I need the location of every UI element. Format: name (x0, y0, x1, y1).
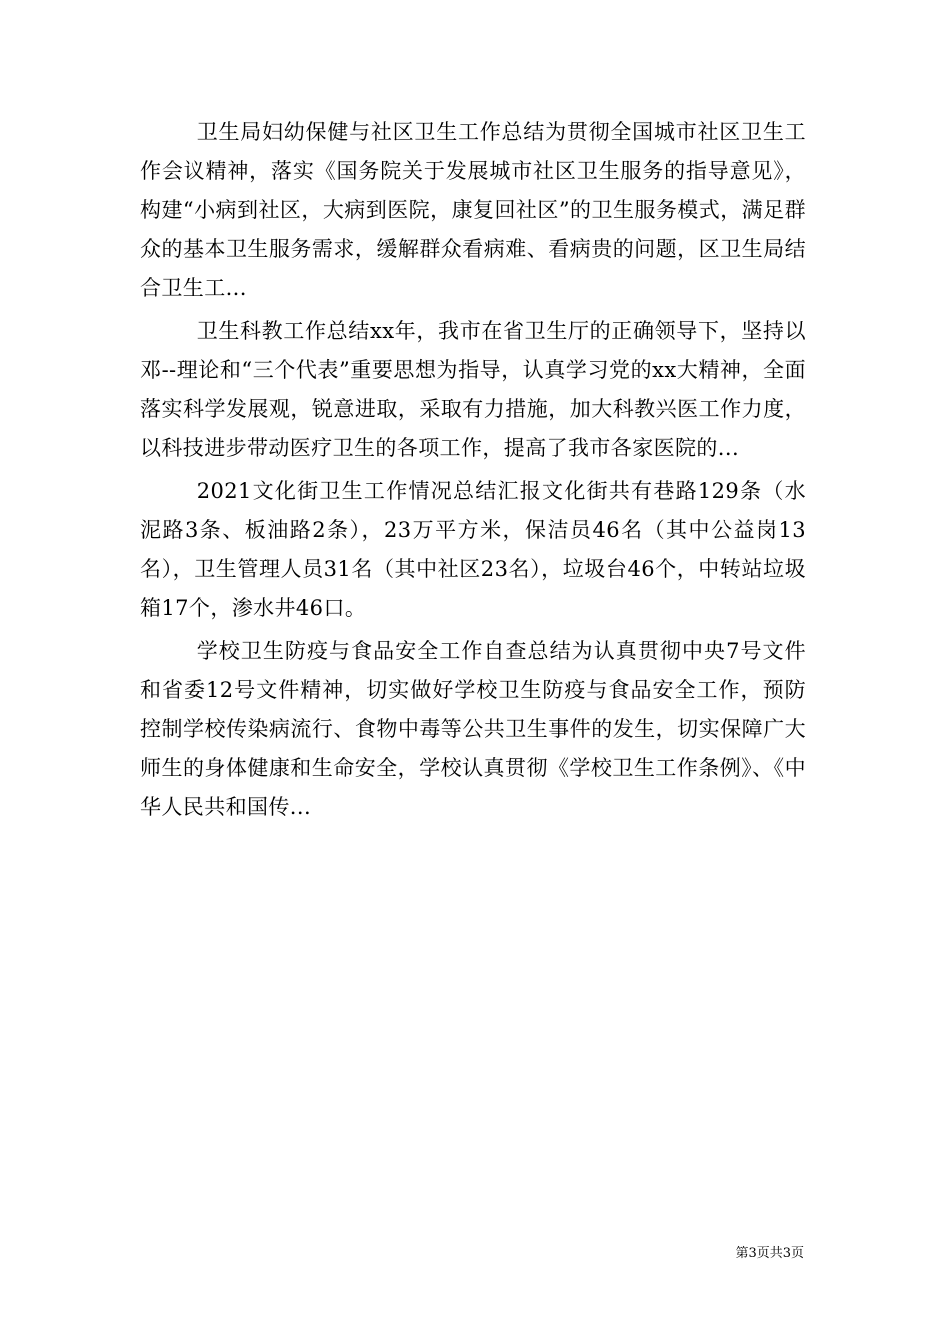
paragraph-1: 卫生局妇幼保健与社区卫生工作总结为贯彻全国城市社区卫生工作会议精神，落实《国务院关于发展城市社区卫生服务的指导意见》，构建“小病到社区，大病到医院，康复回社区”的卫生服务模式，满足群众的基本卫生服务需求，缓解群众看病难、看病贵的问题，区卫生局结合卫生工... (140, 120, 806, 300)
paragraph-3: 2021文化街卫生工作情况总结汇报文化街共有巷路129条（水泥路3条、板油路2条），23万平方米，保洁员46名（其中公益岗13名），卫生管理人员31名（其中社区23名），垃圾台46个，中转站垃圾箱17个，渗水井46口。 (140, 479, 806, 620)
paragraph-4: 学校卫生防疫与食品安全工作自查总结为认真贯彻中央7号文件和省委12号文件精神，切实做好学校卫生防疫与食品安全工作，预防控制学校传染病流行、食物中毒等公共卫生事件的发生，切实保障广大师生的身体健康和生命安全，学校认真贯彻《学校卫生工作条例》、《中华人民共和国传... (140, 639, 806, 819)
page-number: 第3页共3页 (735, 1246, 804, 1261)
document-body (140, 113, 806, 831)
paragraph-2: 卫生科教工作总结xx年，我市在省卫生厅的正确领导下，坚持以邓--理论和“三个代表”重要思想为指导，认真学习党的xx大精神，全面落实科学发展观，锐意进取，采取有力措施，加大科教兴医工作力度，以科技进步带动医疗卫生的各项工作，提高了我市各家医院的... (140, 319, 806, 460)
